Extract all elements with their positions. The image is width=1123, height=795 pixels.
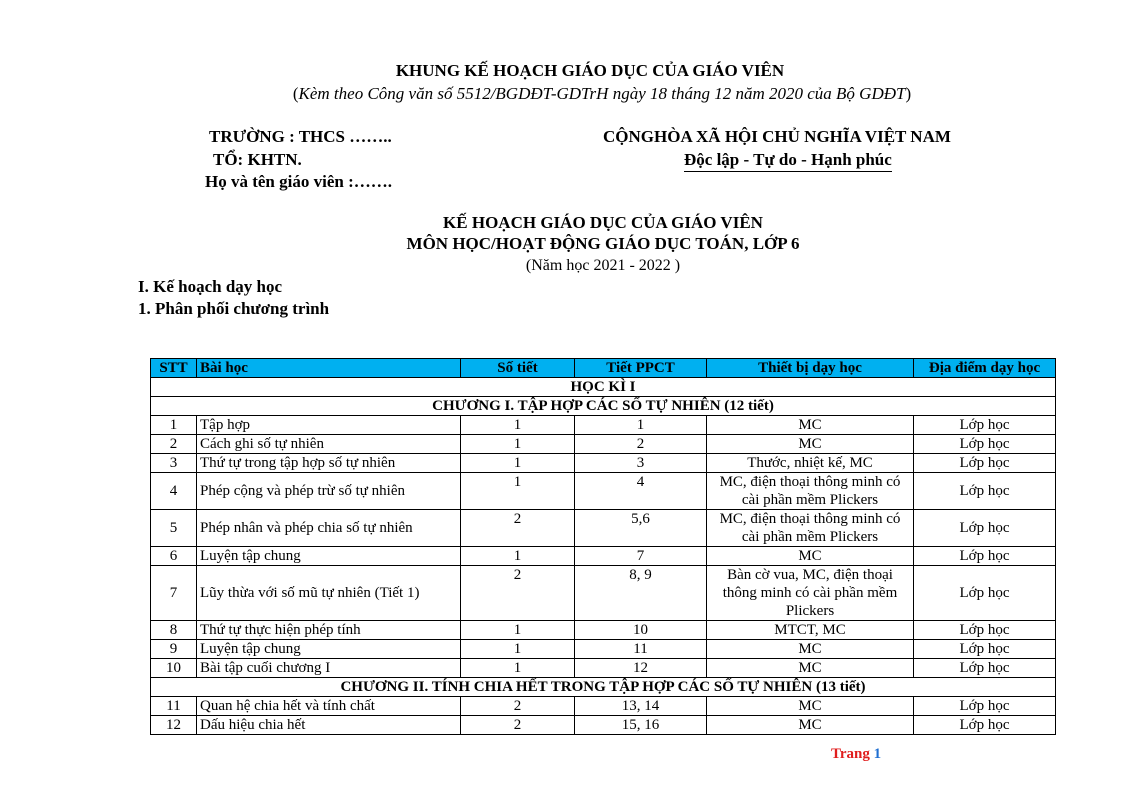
plan-subject: MÔN HỌC/HOẠT ĐỘNG GIÁO DỤC TOÁN, LỚP 6 — [406, 234, 800, 253]
cell-location: Lớp học — [914, 454, 1056, 473]
page-footer — [831, 746, 881, 763]
cell-location: Lớp học — [914, 716, 1056, 735]
cell-location: Lớp học — [914, 640, 1056, 659]
page-label: Trang — [831, 746, 870, 762]
cell-periods: 1 — [461, 547, 575, 566]
cell-periods: 1 — [461, 640, 575, 659]
chapter-row — [151, 397, 1056, 416]
cell-equipment: MC — [707, 716, 914, 735]
cell-stt: 2 — [151, 435, 197, 454]
table-row — [151, 435, 1056, 454]
cell-location: Lớp học — [914, 697, 1056, 716]
cell-lesson: Cách ghi số tự nhiên — [197, 435, 461, 454]
cell-ppct: 8, 9 — [575, 566, 707, 621]
cell-stt: 1 — [151, 416, 197, 435]
cell-equipment: MC, điện thoại thông minh có cài phần mềm Plickers — [707, 473, 914, 510]
main-title: KHUNG KẾ HOẠCH GIÁO DỤC CỦA GIÁO VIÊN — [395, 61, 785, 80]
cell-lesson: Thứ tự trong tập hợp số tự nhiên — [197, 454, 461, 473]
school-name: TRƯỜNG : THCS …….. — [209, 127, 392, 146]
cell-stt: 11 — [151, 697, 197, 716]
table-row — [151, 716, 1056, 735]
cell-periods: 1 — [461, 621, 575, 640]
cell-stt: 8 — [151, 621, 197, 640]
table-row — [151, 454, 1056, 473]
cell-stt: 3 — [151, 454, 197, 473]
cell-ppct: 15, 16 — [575, 716, 707, 735]
cell-location: Lớp học — [914, 547, 1056, 566]
cell-stt: 9 — [151, 640, 197, 659]
chapter-row — [151, 678, 1056, 697]
cell-location: Lớp học — [914, 659, 1056, 678]
cell-equipment: MC — [707, 697, 914, 716]
cell-ppct: 3 — [575, 454, 707, 473]
semester-label: HỌC KÌ I — [151, 378, 1056, 397]
table-row — [151, 697, 1056, 716]
cell-lesson: Luyện tập chung — [197, 640, 461, 659]
plan-title: KẾ HOẠCH GIÁO DỤC CỦA GIÁO VIÊN — [443, 213, 763, 232]
teacher-name: Họ và tên giáo viên :……. — [205, 172, 392, 191]
cell-ppct: 12 — [575, 659, 707, 678]
cell-equipment: Bàn cờ vua, MC, điện thoại thông minh có cài phần mềm Plickers — [707, 566, 914, 621]
header-ppct: Tiết PPCT — [575, 359, 707, 378]
cell-ppct: 11 — [575, 640, 707, 659]
cell-ppct: 10 — [575, 621, 707, 640]
cell-equipment: MTCT, MC — [707, 621, 914, 640]
cell-stt: 6 — [151, 547, 197, 566]
cell-periods: 1 — [461, 473, 575, 510]
table-row — [151, 640, 1056, 659]
cell-lesson: Dấu hiệu chia hết — [197, 716, 461, 735]
cell-periods: 2 — [461, 510, 575, 547]
cell-ppct: 7 — [575, 547, 707, 566]
cell-location: Lớp học — [914, 435, 1056, 454]
cell-ppct: 13, 14 — [575, 697, 707, 716]
cell-equipment: Thước, nhiệt kế, MC — [707, 454, 914, 473]
cell-periods: 2 — [461, 566, 575, 621]
cell-equipment: MC — [707, 659, 914, 678]
cell-equipment: MC — [707, 547, 914, 566]
cell-ppct: 4 — [575, 473, 707, 510]
cell-location: Lớp học — [914, 416, 1056, 435]
header-location: Địa điểm dạy học — [914, 359, 1056, 378]
cell-stt: 10 — [151, 659, 197, 678]
cell-location: Lớp học — [914, 621, 1056, 640]
header-periods: Số tiết — [461, 359, 575, 378]
header-stt: STT — [151, 359, 197, 378]
national-title: CỘNGHÒA XÃ HỘI CHỦ NGHĨA VIỆT NAM — [603, 127, 951, 146]
cell-lesson: Thứ tự thực hiện phép tính — [197, 621, 461, 640]
cell-location: Lớp học — [914, 566, 1056, 621]
cell-lesson: Lũy thừa với số mũ tự nhiên (Tiết 1) — [197, 566, 461, 621]
subtitle-close: ) — [905, 84, 912, 103]
cell-stt: 12 — [151, 716, 197, 735]
cell-periods: 1 — [461, 416, 575, 435]
cell-equipment: MC — [707, 435, 914, 454]
header-equipment: Thiết bị dạy học — [707, 359, 914, 378]
table-row — [151, 510, 1056, 547]
semester-row — [151, 378, 1056, 397]
table-row — [151, 473, 1056, 510]
cell-lesson: Tập hợp — [197, 416, 461, 435]
section-heading: I. Kế hoạch dạy học — [138, 277, 283, 296]
cell-ppct: 5,6 — [575, 510, 707, 547]
cell-equipment: MC, điện thoại thông minh có cài phần mềm Plickers — [707, 510, 914, 547]
table-row — [151, 659, 1056, 678]
table-row — [151, 621, 1056, 640]
cell-lesson: Phép nhân và phép chia số tự nhiên — [197, 510, 461, 547]
cell-location: Lớp học — [914, 510, 1056, 547]
national-motto: Độc lập - Tự do - Hạnh phúc — [684, 150, 892, 172]
cell-lesson: Luyện tập chung — [197, 547, 461, 566]
cell-lesson: Bài tập cuối chương I — [197, 659, 461, 678]
cell-ppct: 2 — [575, 435, 707, 454]
cell-periods: 2 — [461, 697, 575, 716]
cell-location: Lớp học — [914, 473, 1056, 510]
subtitle-text: Kèm theo Công văn số 5512/BGDĐT-GDTrH ngày 18 tháng 12 năm 2020 của Bộ GDĐT — [298, 84, 906, 103]
header-lesson: Bài học — [197, 359, 461, 378]
cell-ppct: 1 — [575, 416, 707, 435]
cell-lesson: Phép cộng và phép trừ số tự nhiên — [197, 473, 461, 510]
plan-year: (Năm học 2021 - 2022 ) — [525, 257, 681, 274]
cell-stt: 7 — [151, 566, 197, 621]
cell-equipment: MC — [707, 416, 914, 435]
chapter-label: CHƯƠNG I. TẬP HỢP CÁC SỐ TỰ NHIÊN (12 tiết) — [151, 397, 1056, 416]
page-number: 1 — [873, 746, 882, 762]
chapter-label: CHƯƠNG II. TÍNH CHIA HẾT TRONG TẬP HỢP CÁC SỐ TỰ NHIÊN (13 tiết) — [151, 678, 1056, 697]
cell-stt: 5 — [151, 510, 197, 547]
subsection-heading: 1. Phân phối chương trình — [138, 299, 330, 318]
subtitle-open: ( — [292, 84, 299, 103]
subtitle — [0, 84, 1123, 104]
cell-equipment: MC — [707, 640, 914, 659]
department-name: TỔ: KHTN. — [213, 150, 302, 169]
table-row — [151, 566, 1056, 621]
program-table — [150, 358, 1056, 735]
table-row — [151, 416, 1056, 435]
cell-lesson: Quan hệ chia hết và tính chất — [197, 697, 461, 716]
table-row — [151, 547, 1056, 566]
cell-stt: 4 — [151, 473, 197, 510]
cell-periods: 1 — [461, 659, 575, 678]
cell-periods: 1 — [461, 454, 575, 473]
cell-periods: 2 — [461, 716, 575, 735]
cell-periods: 1 — [461, 435, 575, 454]
table-header-row — [151, 359, 1056, 378]
